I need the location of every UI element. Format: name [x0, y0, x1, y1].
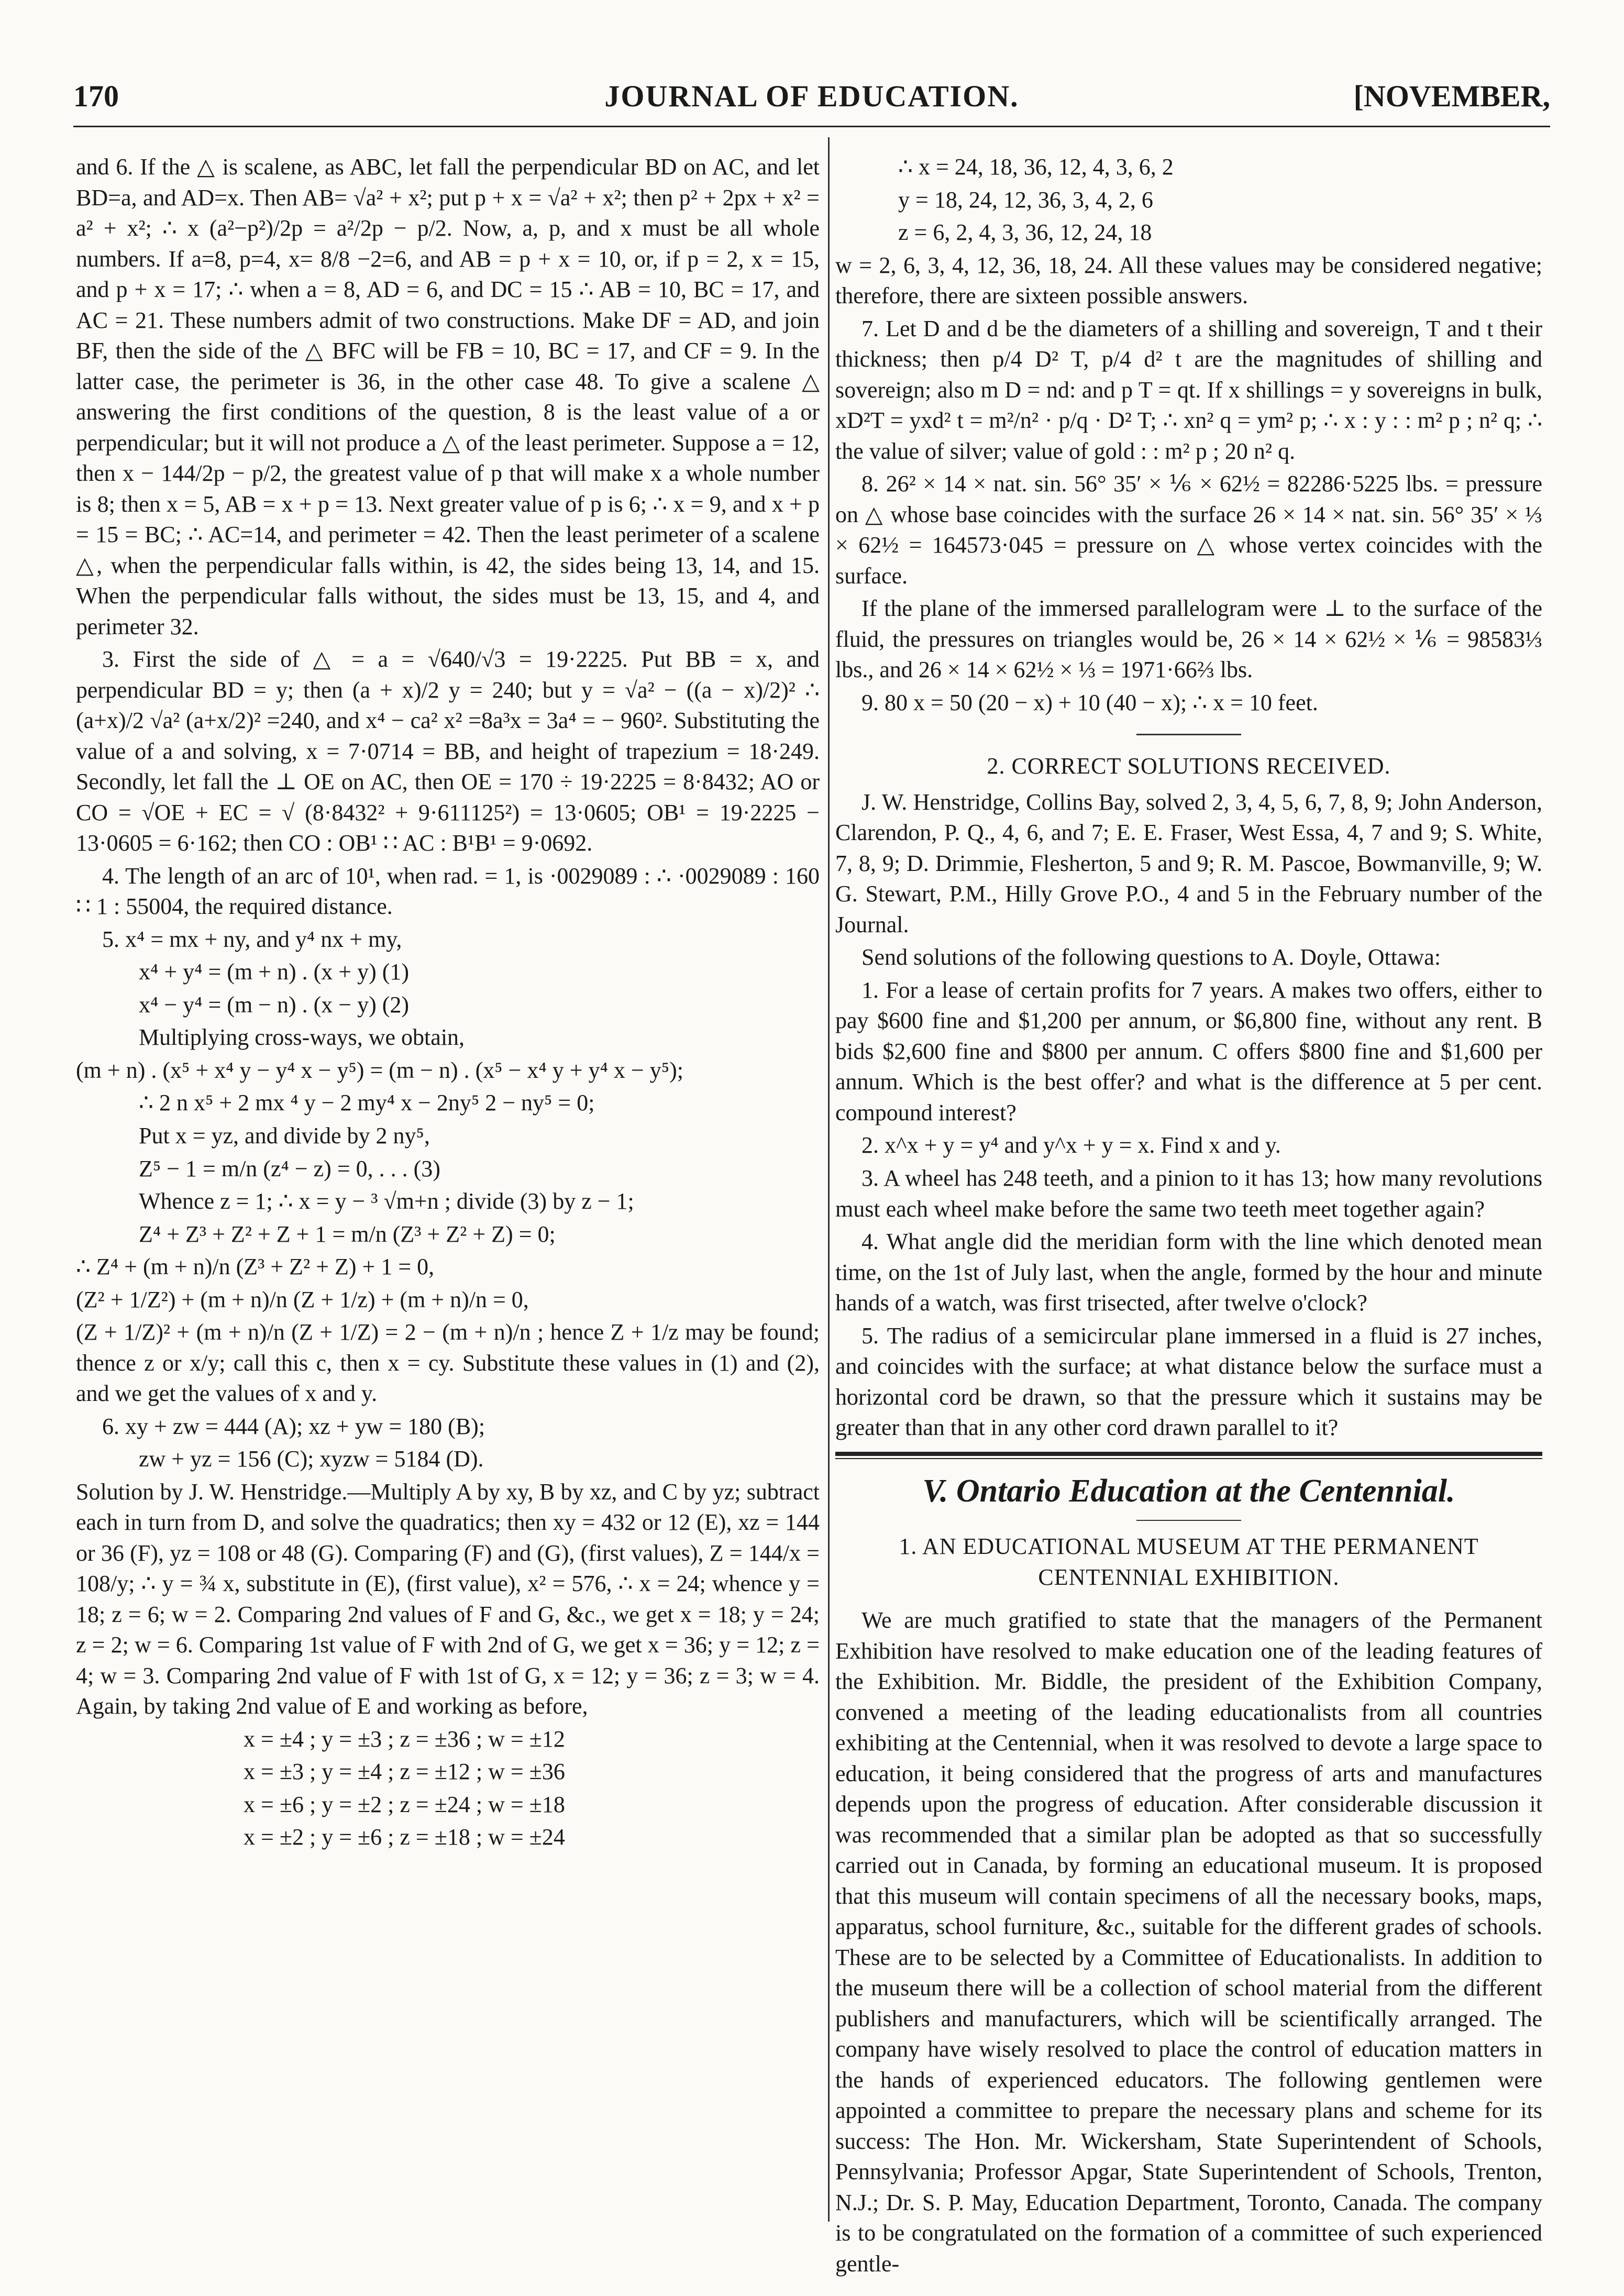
values-line: x = ±3 ; y = ±4 ; z = ±12 ; w = ±36	[244, 1759, 565, 1785]
equation-line: x⁴ − y⁴ = (m − n) . (x − y) (2)	[139, 991, 410, 1018]
values-line: x = ±4 ; y = ±3 ; z = ±36 ; w = ±12	[244, 1726, 565, 1752]
values-line: x = ±6 ; y = ±2 ; z = ±24 ; w = ±18	[244, 1791, 565, 1817]
issue-month: [NOVEMBER,	[1353, 79, 1550, 113]
values-line: y = 18, 24, 12, 36, 3, 4, 2, 6	[898, 186, 1153, 213]
section-title: 2. CORRECT SOLUTIONS RECEIVED.	[987, 753, 1391, 779]
solution-4: 4. The length of an arc of 10¹, when rad. = 1, is ·0029089 : ∴ ·0029089 : 160 ∷ 1 : 55004, the required distance.	[76, 863, 820, 920]
solution-9: 9. 80 x = 50 (20 − x) + 10 (40 − x); ∴ x = 10 feet.	[861, 689, 1318, 715]
section-divider	[1136, 734, 1241, 735]
journal-title: JOURNAL OF EDUCATION.	[604, 79, 1019, 113]
solution-8: 8. 26² × 14 × nat. sin. 56° 35′ × ⅙ × 62½ = 82286·5225 lbs. = pressure on △ whose base coincides with the surface 26 × 14 × nat. sin. 56° 35′ × ⅓ × 62½ = 164573·045 = pressure on △ whose vertex coincides with the surface.	[835, 471, 1542, 589]
equation-line: ∴ Z⁴ + (m + n)/n (Z³ + Z² + Z) + 1 = 0,	[76, 1254, 435, 1280]
values-line: x = ±2 ; y = ±6 ; z = ±18 ; w = ±24	[244, 1824, 565, 1850]
equation-line: Multiplying cross-ways, we obtain,	[139, 1024, 465, 1051]
equation-line: Z⁴ + Z³ + Z² + Z + 1 = m/n (Z³ + Z² + Z) = 0;	[139, 1221, 556, 1247]
instruction-line: Send solutions of the following questions to A. Doyle, Ottawa:	[861, 944, 1441, 970]
page-header	[73, 79, 1550, 120]
solution-paragraph: Solution by J. W. Henstridge.—Multiply A by xy, B by xz, and C by yz; subtract each in turn from D, and solve the quadratics; then xy = 432 or 12 (E), xz = 144 or 36 (F), yz = 108 or 48 (G). Comparing (F) and (G), (first values), Z = 144/x = 108/y; ∴ y = ¾ x, substitute in (E), (first value), x² = 576, ∴ x = 24; whence y = 18; z = 6; w = 2. Comparing 2nd values of F and G, &c., we get x = 18; y = 24; z = 2; w = 6. Comparing 1st value of F with 2nd of G, we get x = 36; y = 12; z = 4; w = 3. Comparing 2nd value of F with 1st of G, x = 12; y = 36; z = 3; w = 4. Again, by taking 2nd value of E and working as before,	[76, 1478, 820, 1719]
solution-paragraph: If the plane of the immersed parallelogram were ⊥ to the surface of the fluid, the pressures on triangles would be, 26 × 14 × 62½ × ⅙ = 98583⅓ lbs., and 26 × 14 × 62½ × ⅓ = 1971·66⅔ lbs.	[835, 595, 1542, 683]
equation-line: Z⁵ − 1 = m/n (z⁴ − z) = 0, . . . (3)	[139, 1155, 440, 1182]
article-body: We are much gratified to state that the managers of the Permanent Exhibition have resolved to make education one of the leading features of the Exhibition. Mr. Biddle, the president of the Exhibition Company, convened a meeting of the leading educationalists from all countries exhibiting at the Centennial, when it was resolved to devote a large space to education, it being considered that the progress of arts and manufactures depends upon the progress of education. After considerable discussion it was recommended that a similar plan be adopted as that so successfully carried out in Canada, by forming an educational museum. It is proposed that this museum will contain specimens of all the necessary books, maps, apparatus, school furniture, &c., suitable for the different grades of schools. These are to be selected by a Committee of Educationalists. In addition to the museum there will be a collection of school material from the different publishers and manufacturers, which will be scientifically arranged. The company have wisely resolved to place the control of education matters in the hands of experienced educators. The following gentlemen were appointed a committee to prepare the necessary plans and scheme for its success: The Hon. Mr. Wickersham, State Superintendent of Schools, Pennsylvania; Professor Apgar, State Superintendent of Schools, Trenton, N.J.; Dr. S. P. May, Education Department, Toronto, Canada. The company is to be congratulated on the formation of a committee of such experienced gentle-	[835, 1607, 1542, 2277]
question-1: 1. For a lease of certain profits for 7 years. A makes two offers, either to pay $600 fine and $1,200 per annum, or $6,800 fine, without any rent. B bids $2,600 fine and $800 per annum. C offers $800 fine and $1,600 per annum. Which is the best offer? and what is the difference at 5 per cent. compound interest?	[835, 977, 1542, 1125]
values-line: ∴ x = 24, 18, 36, 12, 4, 3, 6, 2	[898, 154, 1174, 180]
solution-3: 3. First the side of △ = a = √640/√3 = 19·2225. Put BB = x, and perpendicular BD = y; then (a + x)/2 y = 240; but y = √a² − ((a − x)/2)² ∴ (a+x)/2 √a² (a+x/2)² =240, and x⁴ − ca² x² =8a³x = 3a⁴ = − 960². Substituting the value of a and solving, x = 7·0714 = BB, and height of trapezium = 18·249. Secondly, let fall the ⊥ OE on AC, then OE = 170 ÷ 19·2225 = 8·8432; AO or CO = √OE + EC = √ (8·8432² + 9·611125²) = 13·0605; OB¹ = 19·2225 − 13·0605 = 6·162; then CO : OB¹ ∷ AC : B¹B¹ = 9·0692.	[76, 646, 820, 856]
values-line: z = 6, 2, 4, 3, 36, 12, 24, 18	[898, 219, 1152, 246]
solution-5: 5. x⁴ = mx + ny, and y⁴ nx + my,	[102, 926, 402, 952]
header-rule	[73, 126, 1550, 127]
question-4: 4. What angle did the meridian form with the line which denoted mean time, on the 1st of July last, when the angle, formed by the hour and minute hands of a watch, was first trisected, after twelve o'clock?	[835, 1229, 1542, 1316]
solution-6: 6. xy + zw = 444 (A); xz + yw = 180 (B);	[102, 1413, 485, 1439]
solution-7: 7. Let D and d be the diameters of a shilling and sovereign, T and t their thickness; then p/4 D² T, p/4 d² t are the magnitudes of shilling and sovereign; also m D = nd: and p T = qt. If x shillings = y sovereigns in bulk, xD²T = yxd² t = m²/n² · p/q · D² T; ∴ xn² q = ym² p; ∴ x : y : : m² p ; n² q; ∴ the value of silver; value of gold : : m² p ; 20 n² q.	[835, 315, 1542, 464]
section-thin-rule	[835, 1458, 1542, 1459]
equation-line: x⁴ + y⁴ = (m + n) . (x + y) (1)	[139, 959, 410, 985]
equation-line: Whence z = 1; ∴ x = y − ³ √m+n ; divide (3) by z − 1;	[139, 1188, 634, 1215]
article-title: 1. AN EDUCATIONAL MUSEUM AT THE PERMANENT CENTENNIAL EXHIBITION.	[899, 1533, 1479, 1590]
equation-line: zw + yz = 156 (C); xyzw = 5184 (D).	[139, 1446, 484, 1472]
equation-line: Put x = yz, and divide by 2 ny⁵,	[139, 1122, 430, 1149]
section-heading: V. Ontario Education at the Centennial.	[922, 1473, 1455, 1509]
question-2: 2. x^x + y = y⁴ and y^x + y = x. Find x and y.	[861, 1132, 1281, 1158]
question-5: 5. The radius of a semicircular plane immersed in a fluid is 27 inches, and coincides with the surface; at what distance below the surface must a horizontal cord be drawn, so that the pressure which it sustains may be greater than that in any other cord drawn parallel to it?	[835, 1322, 1542, 1441]
column-divider	[828, 137, 830, 2222]
section-thick-rule	[835, 1452, 1542, 1456]
equation-line: (m + n) . (x⁵ + x⁴ y − y⁴ x − y⁵) = (m − n) . (x⁵ − x⁴ y + y⁴ x − y⁵);	[76, 1057, 683, 1083]
values-line: w = 2, 6, 3, 4, 12, 36, 18, 24. All these values may be considered negative; therefore, there are sixteen possible answers.	[835, 252, 1542, 309]
solution-paragraph: and 6. If the △ is scalene, as ABC, let fall the perpendicular BD on AC, and let BD=a, and AD=x. Then AB= √a² + x²; put p + x = √a² + x²; then p² + 2px + x² = a² + x²; ∴ x (a²−p²)/2p = a²/2p − p/2. Now, a, p, and x must be all whole numbers. If a=8, p=4, x= 8/8 −2=6, and AB = p + x = 10, or, if p = 2, x = 15, and p + x = 17; ∴ when a = 8, AD = 6, and DC = 15 ∴ AB = 10, BC = 17, and AC = 21. These numbers admit of two constructions. Make DF = AD, and join BF, then the side of the △ BFC will be FB = 10, BC = 17, and CF = 9. In the latter case, the perimeter is 36, in the other case 48. To give a scalene △ answering the first conditions of the question, 8 is the least value of a or perpendicular; but it will not produce a △ of the least perimeter. Suppose a = 12, then x − 144/2p − p/2, the greatest value of p that will make x a whole number is 8; then x = 5, AB = x + p = 13. Next greater value of p is 6; ∴ x = 9, and x + p = 15 = BC; ∴ AC=14, and perimeter = 42. Then the least perimeter of a scalene △, when the perpendicular falls within, is 42, the sides being 13, 14, and 15. When the perpendicular falls without, the sides must be 13, 15, and 4, and perimeter 32.	[76, 154, 820, 639]
equation-line: (Z² + 1/Z²) + (m + n)/n (Z + 1/z) + (m + n)/n = 0,	[76, 1286, 529, 1312]
heading-rule	[1136, 1520, 1241, 1521]
left-column	[76, 152, 820, 1855]
equation-line: ∴ 2 n x⁵ + 2 mx ⁴ y − 2 my⁴ x − 2ny⁵ 2 − ny⁵ = 0;	[139, 1090, 595, 1116]
right-column	[835, 152, 1542, 2281]
equation-line: (Z + 1/Z)² + (m + n)/n (Z + 1/Z) = 2 − (m + n)/n ; hence Z + 1/z may be found; thence z or x/y; call this c, then x = cy. Substitute these values in (1) and (2), and we get the values of x and y.	[76, 1319, 820, 1407]
solvers-list: J. W. Henstridge, Collins Bay, solved 2, 3, 4, 5, 6, 7, 8, 9; John Anderson, Clarendon, P. Q., 4, 6, and 7; E. E. Fraser, West Essa, 4, 7 and 9; S. White, 7, 8, 9; D. Drimmie, Flesherton, 5 and 9; R. M. Pascoe, Bowmanville, 9; W. G. Stewart, P.M., Hilly Grove P.O., 4 and 5 in the February number of the Journal.	[835, 789, 1542, 937]
question-3: 3. A wheel has 248 teeth, and a pinion to it has 13; how many revolutions must each wheel make before the same two teeth meet together again?	[835, 1165, 1542, 1222]
page-number: 170	[73, 79, 119, 113]
